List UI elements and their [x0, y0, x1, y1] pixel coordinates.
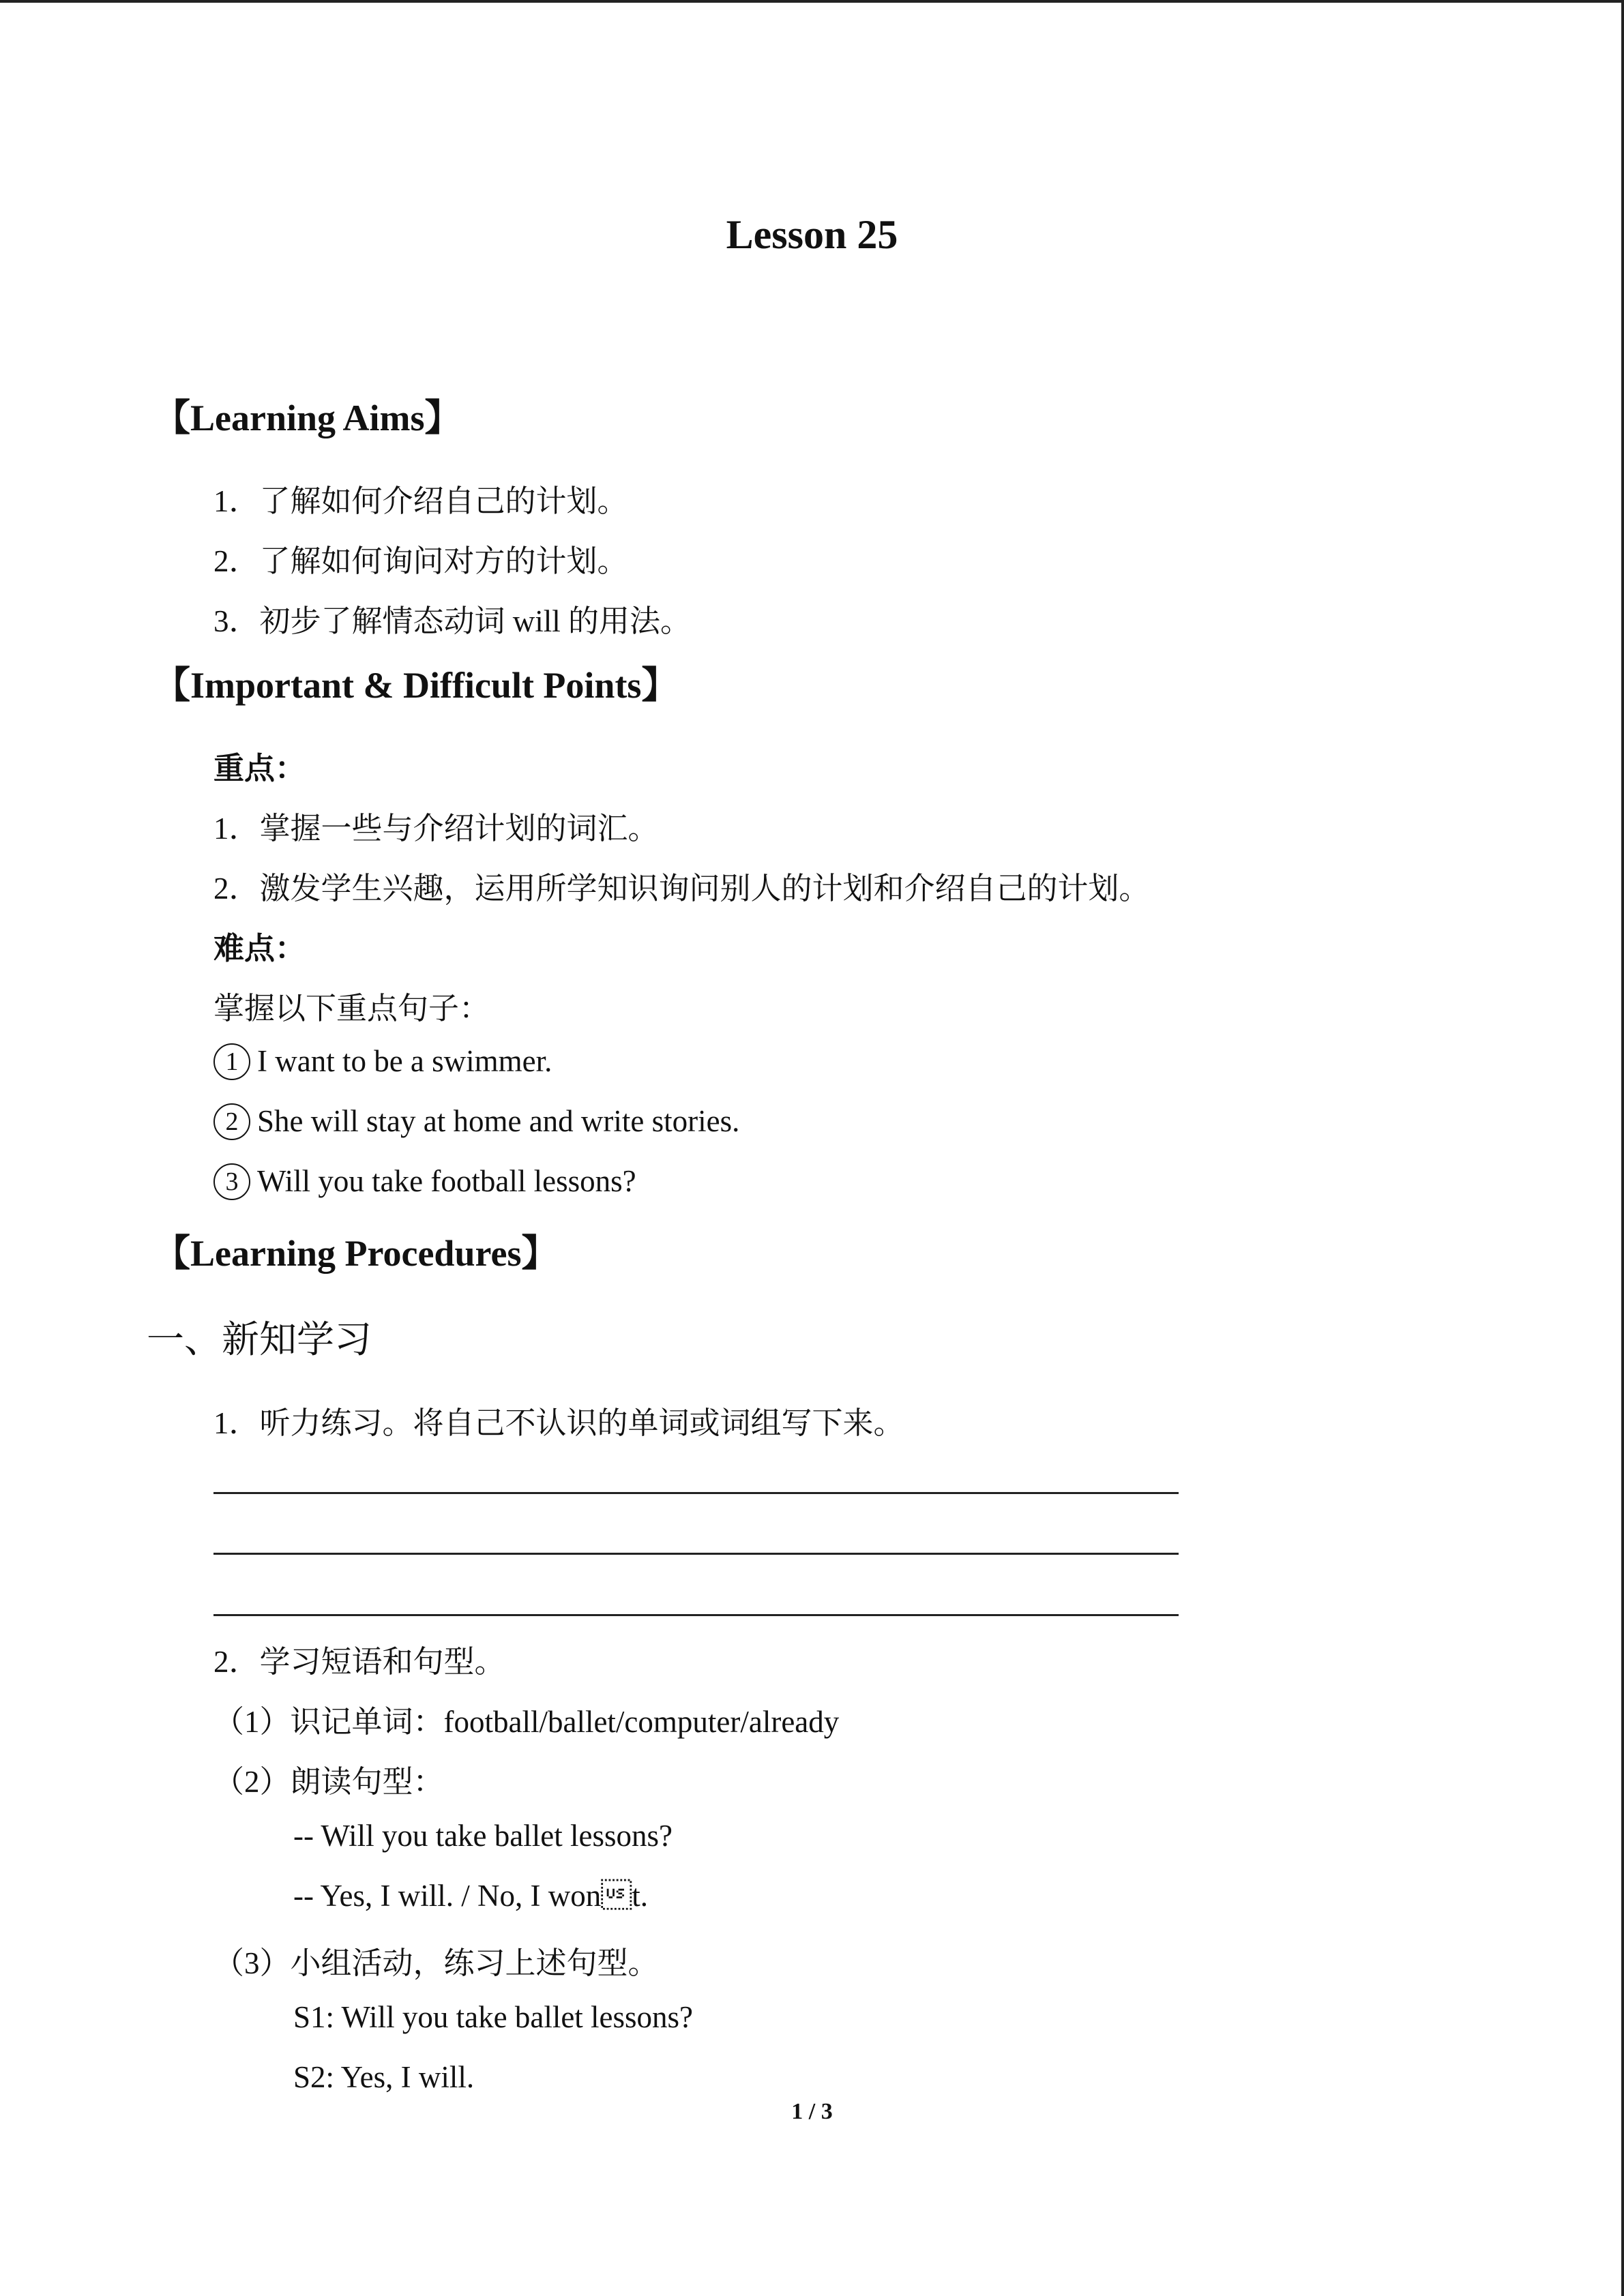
practice-line-2: S2: Yes, I will.: [293, 2060, 475, 2094]
dialogue-line-2: -- Yes, I will. / No, I won t.: [293, 1879, 649, 1913]
circled-number: 1: [213, 1043, 250, 1080]
key-sentence-2: [213, 1103, 739, 1143]
dialogue-line-1: -- Will you take ballet lessons?: [293, 1819, 673, 1853]
sub-task-2: （2）朗读句型：: [213, 1765, 444, 1799]
aim-item-3: 3．初步了解情态动词 will 的用法。: [213, 604, 692, 638]
answer-line-1: [213, 1492, 1179, 1494]
circled-number: 2: [213, 1103, 250, 1140]
part1-heading: 一、新知学习: [147, 1319, 372, 1360]
page-title: Lesson 25: [726, 212, 898, 257]
points-heading: 【Important & Difficult Points】: [153, 665, 679, 706]
sentence-text: Will you take football lessons?: [257, 1164, 636, 1198]
sentence-text: She will stay at home and write stories.: [257, 1104, 740, 1138]
key-points-label: 重点：: [213, 751, 306, 786]
circled-number: 3: [213, 1163, 250, 1200]
key-sentence-1: [213, 1043, 552, 1083]
answer-line-3: [213, 1614, 1179, 1616]
aim-item-2: 2．了解如何询问对方的计划。: [213, 544, 628, 578]
key-point-2: 2．激发学生兴趣，运用所学知识询问别人的计划和介绍自己的计划。: [213, 871, 1150, 906]
page-top-border: [0, 0, 1624, 3]
task-2: 2．学习短语和句型。: [213, 1645, 505, 1679]
page-number: 1 / 3: [791, 2099, 833, 2124]
sentence-text: I want to be a swimmer.: [257, 1044, 552, 1078]
key-point-1: 1．掌握一些与介绍计划的词汇。: [213, 811, 659, 846]
answer-line-2: [213, 1553, 1179, 1555]
sub-task-1: （1）识记单词：football/ballet/computer/already: [213, 1705, 840, 1739]
practice-line-1: S1: Will you take ballet lessons?: [293, 2000, 694, 2034]
difficult-intro: 掌握以下重点句子：: [213, 992, 490, 1026]
sub-task-3: （3）小组活动，练习上述句型。: [213, 1946, 659, 1980]
learning-aims-heading: 【Learning Aims】: [153, 398, 462, 438]
procedures-heading: 【Learning Procedures】: [153, 1233, 559, 1274]
difficult-points-label: 难点：: [213, 931, 306, 966]
page-right-border: [1621, 0, 1624, 2296]
task-1: 1．听力练习。将自己不认识的单词或词组写下来。: [213, 1406, 904, 1440]
key-sentence-3: [213, 1163, 636, 1203]
aim-item-1: 1．了解如何介绍自己的计划。: [213, 484, 628, 518]
